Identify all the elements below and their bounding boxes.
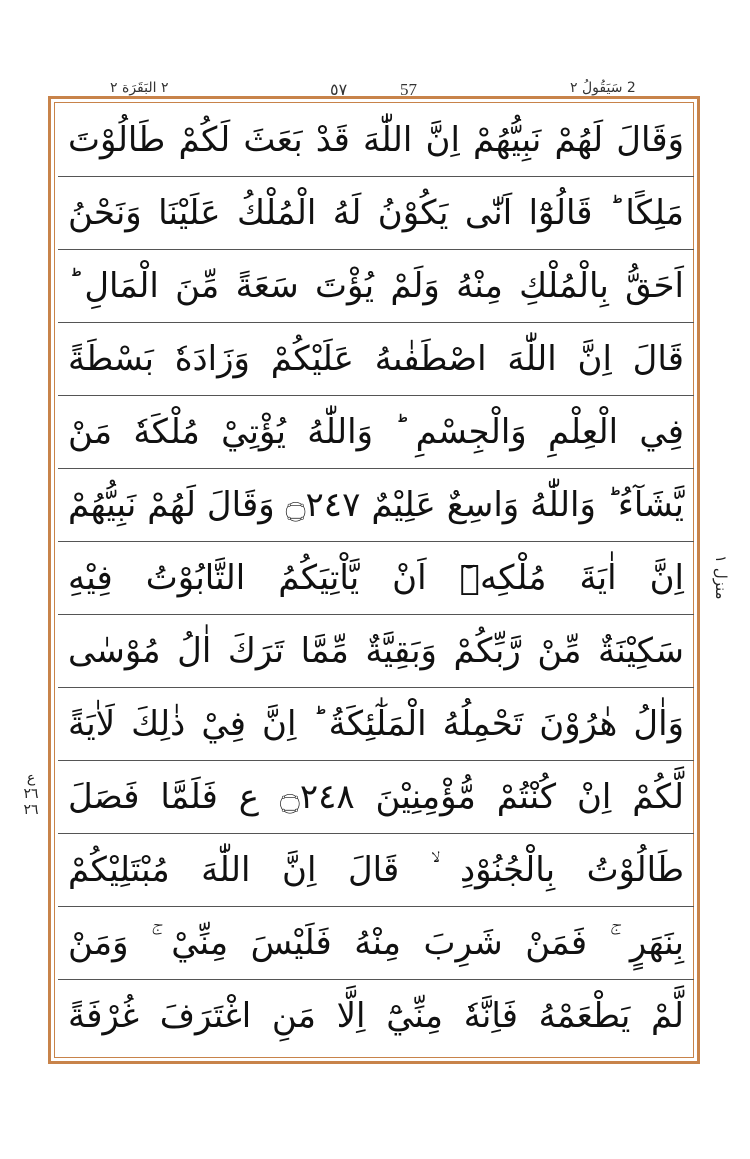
ruku-marker: ع ٢٦ ٢٦: [23, 770, 39, 818]
text-line: لَّكُمْ اِنْ كُنْتُمْ مُّؤْمِنِيْنَ ۝٢٤٨ ع فَلَمَّا فَصَلَ: [58, 761, 694, 834]
text-line: وَقَالَ لَهُمْ نَبِيُّهُمْ اِنَّ اللّٰهَ قَدْ بَعَثَ لَكُمْ طَالُوْتَ: [58, 104, 694, 177]
surah-name: ٢ البَقَرَة ٢: [110, 80, 169, 96]
arabic-page-number: ٥٧: [330, 80, 348, 99]
text-line: اِنَّ اٰيَةَ مُلْكِهٖٓ اَنْ يَّاْتِيَكُمُ التَّابُوْتُ فِيْهِ: [58, 542, 694, 615]
quran-text: [58, 104, 694, 1053]
text-line: قَالَ اِنَّ اللّٰهَ اصْطَفٰىهُ عَلَيْكُمْ وَزَادَهٗ بَسْطَةً: [58, 323, 694, 396]
text-line: اَحَقُّ بِالْمُلْكِ مِنْهُ وَلَمْ يُؤْتَ سَعَةً مِّنَ الْمَالِ ؕ: [58, 250, 694, 323]
text-line: فِي الْعِلْمِ وَالْجِسْمِ ؕ وَاللّٰهُ يُؤْتِيْ مُلْكَهٗ مَنْ: [58, 396, 694, 469]
text-line: مَلِكًا ؕ قَالُوْٓا اَنّٰى يَكُوْنُ لَهُ الْمُلْكُ عَلَيْنَا وَنَحْنُ: [58, 177, 694, 250]
text-line: وَاٰلُ هٰرُوْنَ تَحْمِلُهُ الْمَلٰٓئِكَةُ ؕ اِنَّ فِيْ ذٰلِكَ لَاٰيَةً: [58, 688, 694, 761]
text-line: سَكِيْنَةٌ مِّنْ رَّبِّكُمْ وَبَقِيَّةٌ مِّمَّا تَرَكَ اٰلُ مُوْسٰى: [58, 615, 694, 688]
text-line: يَّشَآءُ ؕ وَاللّٰهُ وَاسِعٌ عَلِيْمٌ ۝٢٤٧ وَقَالَ لَهُمْ نَبِيُّهُمْ: [58, 469, 694, 542]
para-name: 2 سَيَقُولُ ٢: [570, 80, 636, 96]
page-number: 57: [400, 80, 417, 99]
manzil-label: منزل ١: [712, 555, 730, 600]
text-line: لَّمْ يَطْعَمْهُ فَاِنَّهٗ مِنِّيْٓ اِلَّا مَنِ اغْتَرَفَ غُرْفَةً: [68, 996, 684, 1036]
manzil-marker: [706, 555, 736, 635]
text-line: بِنَهَرٍ ۚ فَمَنْ شَرِبَ مِنْهُ فَلَيْسَ مِنِّيْ ۚ وَمَنْ: [58, 907, 694, 980]
text-line: طَالُوْتُ بِالْجُنُوْدِ ۙ قَالَ اِنَّ اللّٰهَ مُبْتَلِيْكُمْ: [58, 834, 694, 907]
